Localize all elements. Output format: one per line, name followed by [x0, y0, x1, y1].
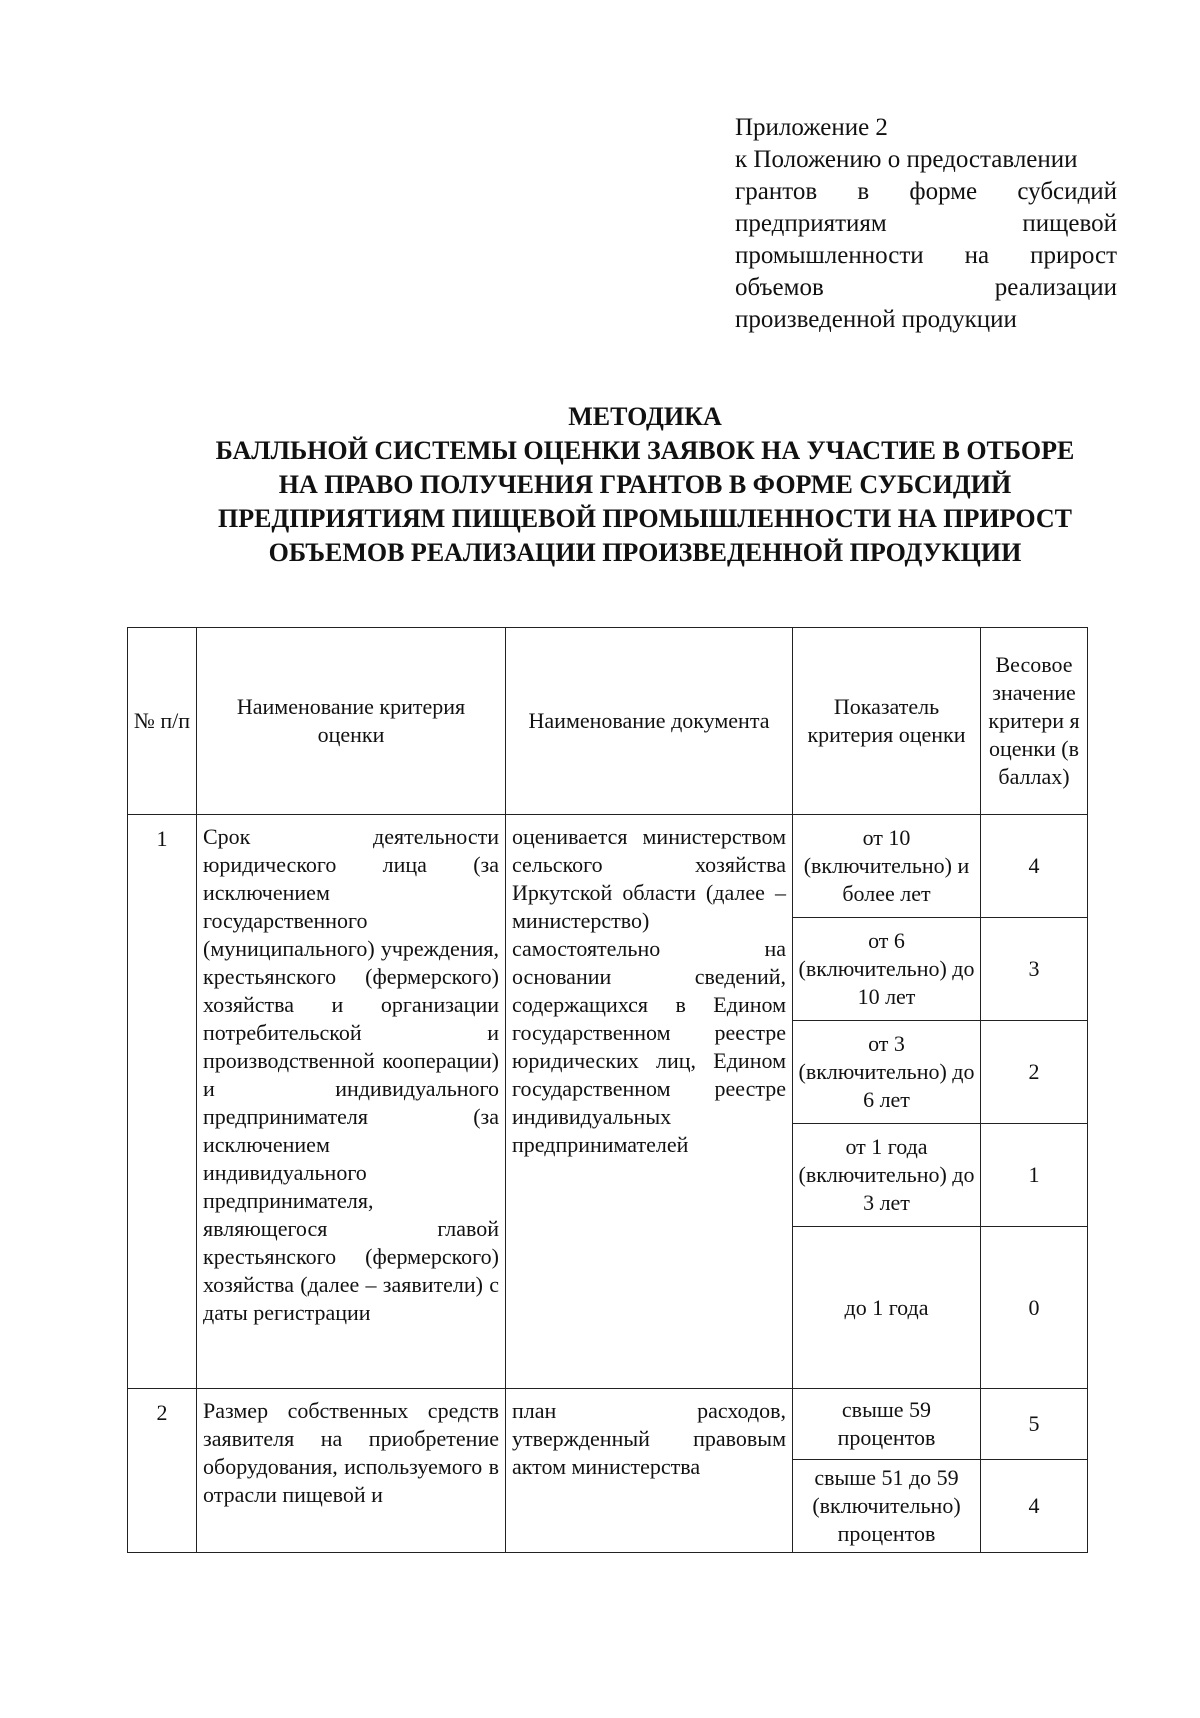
row-criterion: Размер собственных средств заявителя на приобретение оборудования, используемого в отрасли пищевой и: [197, 1389, 506, 1553]
row-indicator: от 3 (включительно) до 6 лет: [793, 1021, 981, 1124]
row-document: оценивается министерством сельского хозяйства Иркутской области (далее – министерство) самостоятельно на основании сведений, содержащихся в Едином государственном реестре юридических лиц, Едином государственном реестре индивидуальных предпринимателей: [506, 815, 793, 1389]
table-header-row: [128, 628, 1088, 815]
row-indicator: свыше 51 до 59 (включительно) процентов: [793, 1460, 981, 1553]
appendix-line: промышленности на прирост: [735, 242, 1117, 269]
appendix-line: объемов реализации: [735, 274, 1117, 301]
row-num: 2: [128, 1389, 197, 1553]
appendix-line: к Положению о предоставлении: [735, 146, 1078, 173]
title-line: НА ПРАВО ПОЛУЧЕНИЯ ГРАНТОВ В ФОРМЕ СУБСИДИЙ: [278, 470, 1012, 499]
row-indicator: от 6 (включительно) до 10 лет: [793, 918, 981, 1021]
header-num: № п/п: [128, 628, 197, 815]
row-score: 3: [981, 918, 1088, 1021]
row-indicator: свыше 59 процентов: [793, 1389, 981, 1460]
title-line: ПРЕДПРИЯТИЯМ ПИЩЕВОЙ ПРОМЫШЛЕННОСТИ НА ПРИРОСТ: [217, 504, 1072, 533]
row-indicator: от 1 года (включительно) до 3 лет: [793, 1124, 981, 1227]
title-line: ОБЪЕМОВ РЕАЛИЗАЦИИ ПРОИЗВЕДЕННОЙ ПРОДУКЦИИ: [268, 538, 1022, 567]
row-score: 4: [981, 1460, 1088, 1553]
header-indicator: Показатель критерия оценки: [793, 628, 981, 815]
row-score: 5: [981, 1389, 1088, 1460]
row-score: 1: [981, 1124, 1088, 1227]
appendix-block: [735, 112, 1117, 336]
criteria-table: [127, 627, 1088, 1553]
row-score: 2: [981, 1021, 1088, 1124]
header-document: Наименование документа: [506, 628, 793, 815]
appendix-line: грантов в форме субсидий: [735, 178, 1117, 205]
table-row: [128, 815, 1088, 918]
table-row: [128, 1389, 1088, 1460]
document-title: [80, 400, 1200, 570]
row-indicator: от 10 (включительно) и более лет: [793, 815, 981, 918]
row-score: 0: [981, 1227, 1088, 1389]
title-line: БАЛЛЬНОЙ СИСТЕМЫ ОЦЕНКИ ЗАЯВОК НА УЧАСТИЕ В ОТБОРЕ: [215, 436, 1075, 465]
row-criterion: Срок деятельности юридического лица (за исключением государственного (муниципального) учреждения, крестьянского (фермерского) хозяйства и организации потребительской и производственной кооперации) и индивидуального предпринимателя (за исключением индивидуального предпринимателя, являющегося главой крестьянского (фермерского) хозяйства (далее – заявители) с даты регистрации: [197, 815, 506, 1389]
header-weight: Весовое значение критери я оценки (в баллах): [981, 628, 1088, 815]
title-line: МЕТОДИКА: [568, 402, 722, 431]
appendix-line: предприятиям пищевой: [735, 210, 1117, 237]
appendix-line: Приложение 2: [735, 114, 888, 141]
appendix-line: произведенной продукции: [735, 306, 1017, 333]
row-num: 1: [128, 815, 197, 1389]
header-criterion: Наименование критерия оценки: [197, 628, 506, 815]
row-indicator: до 1 года: [793, 1227, 981, 1389]
row-score: 4: [981, 815, 1088, 918]
row-document: план расходов, утвержденный правовым актом министерства: [506, 1389, 793, 1553]
